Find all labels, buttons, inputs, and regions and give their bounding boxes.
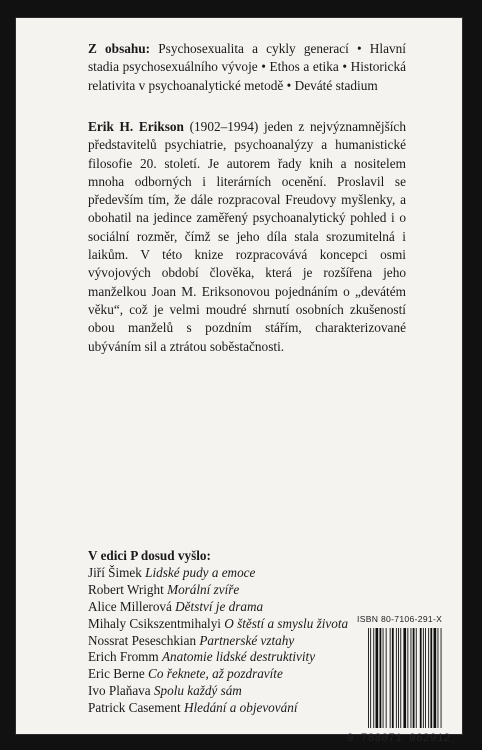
list-item <box>88 616 388 633</box>
item-title: Lidské pudy a emoce <box>145 564 256 580</box>
list-item <box>88 683 388 700</box>
list-item <box>88 666 388 683</box>
item-title: Morální zvíře <box>167 581 240 597</box>
barcode-icon <box>366 628 462 730</box>
barcode-bar <box>376 628 379 728</box>
barcode-bar <box>423 628 424 728</box>
list-item <box>88 599 388 616</box>
item-title: Dětství je drama <box>175 598 264 614</box>
item-author: Patrick Casement <box>88 700 181 716</box>
barcode-digits: 9 788071 062912 <box>347 733 451 745</box>
barcode-bar <box>407 628 408 728</box>
barcode-bar <box>416 628 417 728</box>
item-author: Eric Berne <box>88 666 145 682</box>
author-text: (1902–1994) jeden z nejvýznamnějších představitelů psychiatrie, psychoanalýzy a humanistické filosofie 20. století. Je autorem řady knih a nositelem mnoha odborných i literárních ocenění. Proslavil se především tím, že dále rozpracoval Freudovy myšlenky, a obohatil na jedince zaměřený psychoanalytický pohled i o sociální rozměr, čímž se jeho díla stala srozumitelná i laikům. V této knize rozpracovává koncepci osmi vývojových období člověka, která je rozšířena jeho manželkou Joan M. Eriksonovou pojednáním o „devátém věku“, což je velmi moudré shrnutí osobních zkušeností obou manželů s pozdním stářím, charakterizované ubýváním sil a ztrátou soběstačnosti. <box>88 119 406 354</box>
item-title: O štěstí a smyslu života <box>224 615 349 631</box>
barcode-bar <box>370 628 371 728</box>
contents-summary <box>88 40 406 95</box>
item-author: Jiří Šimek <box>88 564 142 580</box>
list-item <box>88 649 388 666</box>
barcode-bar <box>368 628 369 728</box>
barcode-bar <box>420 628 422 728</box>
item-author: Robert Wright <box>88 581 164 597</box>
barcode-bar <box>425 628 426 728</box>
barcode-bar <box>390 628 391 728</box>
edition-title: V edici P dosud vyšlo: <box>88 548 211 563</box>
item-title: Hledání a objevování <box>183 700 298 716</box>
book-back-cover <box>16 18 462 745</box>
barcode-bar <box>383 628 384 728</box>
barcode-bar <box>373 628 374 728</box>
isbn-label: ISBN 80-7106-291-X <box>357 614 443 624</box>
item-author: Mihaly Csikszentmihalyi <box>88 615 221 631</box>
item-title: Partnerské vztahy <box>199 632 295 648</box>
edition-list <box>88 548 388 717</box>
item-author: Erich Fromm <box>88 649 159 665</box>
item-title: Co řeknete, až pozdravíte <box>148 666 283 682</box>
barcode-bar <box>403 628 406 728</box>
barcode-bar <box>413 628 415 728</box>
list-item <box>88 565 388 582</box>
barcode-bar <box>438 628 439 728</box>
barcode-bar <box>392 628 394 728</box>
barcode-bar <box>380 628 382 728</box>
barcode-bar <box>398 628 399 728</box>
list-item <box>88 700 388 717</box>
barcode-bar <box>430 628 432 728</box>
barcode-bar <box>411 628 412 728</box>
barcode-bar <box>396 628 397 728</box>
item-title: Spolu každý sám <box>153 683 242 699</box>
barcode-bar <box>428 628 429 728</box>
list-item <box>88 582 388 599</box>
barcode-bar <box>386 628 387 728</box>
list-item <box>88 633 388 650</box>
item-author: Nossrat Peseschkian <box>88 632 197 648</box>
item-author: Ivo Plaňava <box>88 683 151 699</box>
author-description <box>88 118 406 356</box>
contents-label: Z obsahu: <box>88 41 151 56</box>
contents-text: Psychosexualita a cykly generací • Hlavní stadia psychosexuálního vývoje • Ethos a etika • Historická relativita v psychoanalytické metodě • Deváté stadium <box>88 41 407 93</box>
barcode-bar <box>441 628 442 728</box>
item-author: Alice Millerová <box>88 598 172 614</box>
barcode-bar <box>434 628 437 728</box>
item-title: Anatomie lidské destruktivity <box>162 649 316 665</box>
author-name: Erik H. Erikson <box>88 119 184 134</box>
barcode-bar <box>400 628 401 728</box>
